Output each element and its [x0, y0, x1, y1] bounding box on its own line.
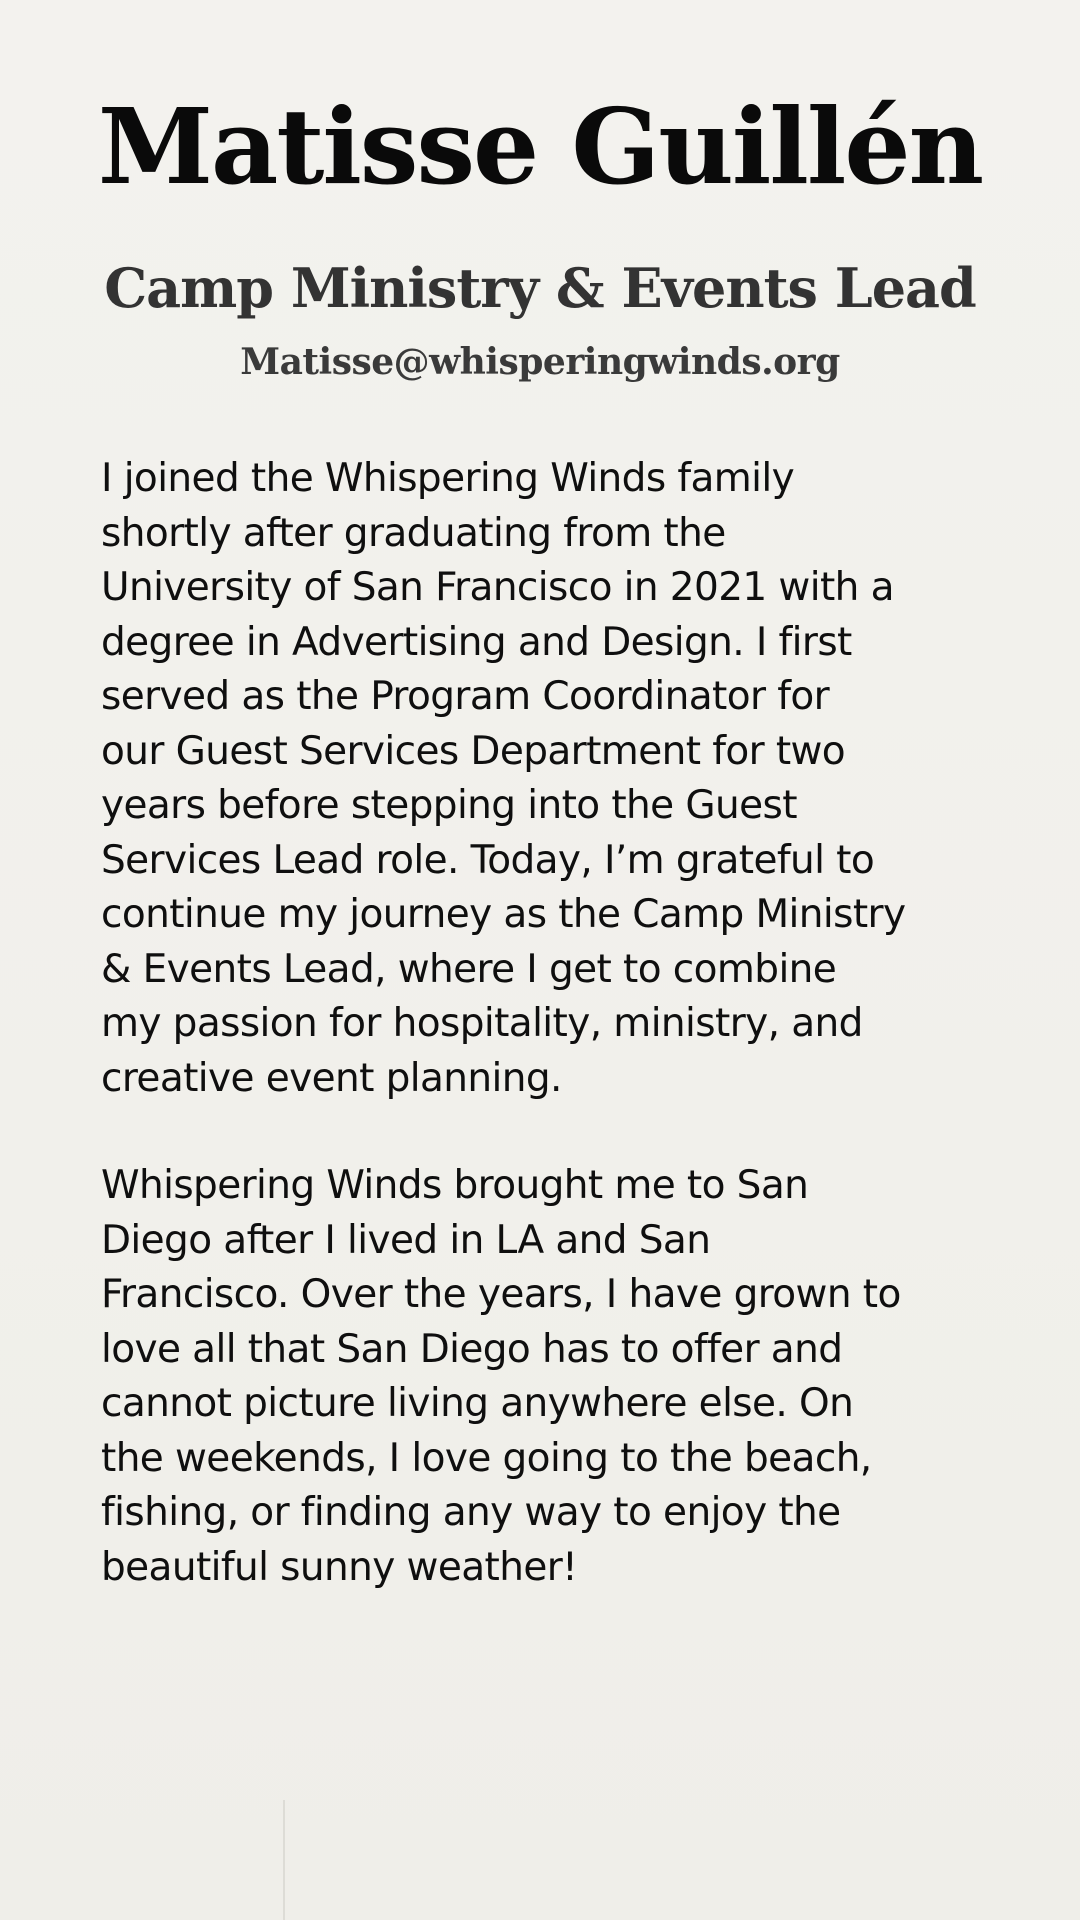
bio-line: my passion for hospitality, ministry, and — [101, 1001, 863, 1046]
bio-line: our Guest Services Department for two — [101, 728, 846, 774]
bio-line: shortly after graduating from the — [101, 510, 726, 556]
bio-line: Francisco. Over the years, I have grown to — [101, 1272, 901, 1317]
bio-line: University of San Francisco in 2021 with a — [101, 565, 894, 610]
bio-paragraph-2 — [101, 1159, 1001, 1595]
bio-line: Diego after I lived in LA and San — [101, 1217, 711, 1263]
bio-line: love all that San Diego has to offer and — [101, 1326, 843, 1372]
bio-line: cannot picture living anywhere else. On — [101, 1381, 854, 1426]
bio-line: continue my journey as the Camp Ministry — [101, 892, 906, 937]
bio-line: the weekends, I love going to the beach, — [101, 1435, 872, 1481]
bio-line: Services Lead role. Today, I’m grateful to — [101, 837, 875, 883]
bio-paragraph-1 — [101, 452, 1001, 1106]
bio-line: years before stepping into the Guest — [101, 783, 797, 828]
bio-line: beautiful sunny weather! — [101, 1544, 578, 1590]
email-address[interactable]: Matisse@whisperingwinds.org — [240, 341, 840, 383]
bio-line: & Events Lead, where I get to combine — [101, 946, 837, 992]
bio-line: fishing, or finding any way to enjoy the — [101, 1490, 841, 1535]
bio-line: creative event planning. — [101, 1055, 562, 1101]
bio-line: degree in Advertising and Design. I first — [101, 619, 852, 665]
bio-line: I joined the Whispering Winds family — [101, 456, 795, 501]
job-title: Camp Ministry & Events Lead — [104, 256, 976, 320]
paper-crease-divider — [283, 1800, 285, 1920]
bio-line: Whispering Winds brought me to San — [101, 1163, 809, 1208]
profile-name: Matisse Guillén — [97, 85, 983, 208]
bio-line: served as the Program Coordinator for — [101, 674, 830, 719]
